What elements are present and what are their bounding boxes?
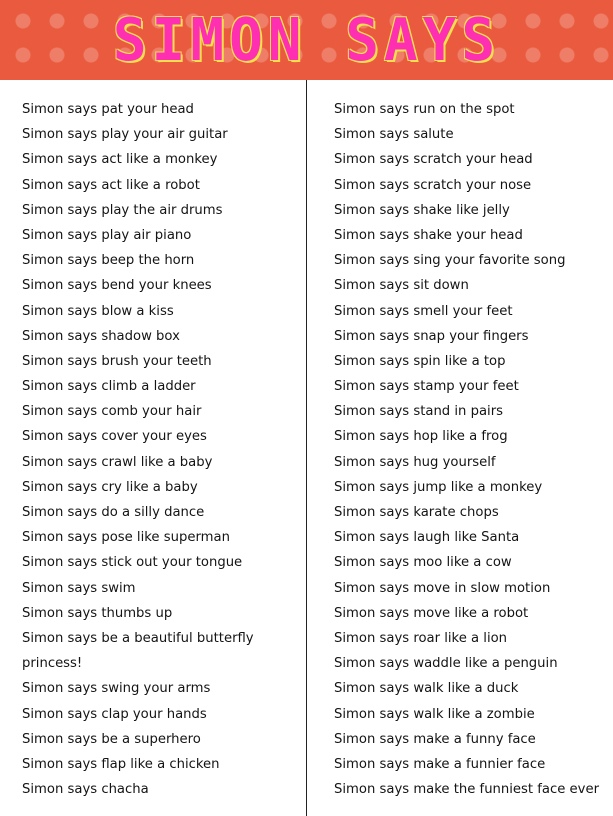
column-divider	[306, 80, 307, 816]
command-item: Simon says crawl like a baby	[22, 454, 213, 470]
command-item: Simon says flap like a chicken	[22, 756, 220, 772]
command-item: Simon says stick out your tongue	[22, 555, 243, 571]
command-item: Simon says swing your arms	[22, 681, 211, 697]
command-item: Simon says spin like a top	[334, 353, 506, 369]
command-item: Simon says sing your favorite song	[334, 253, 566, 269]
command-item: Simon says make a funnier face	[334, 756, 546, 772]
command-item: Simon says act like a robot	[22, 177, 200, 193]
command-item: Simon says karate chops	[334, 505, 499, 520]
command-item: Simon says play the air drums	[22, 202, 223, 218]
command-item: Simon says make a funny face	[334, 731, 536, 747]
command-item: Simon says pat your head	[22, 102, 194, 117]
command-item: Simon says comb your hair	[22, 404, 202, 420]
command-item: Simon says pose like superman	[22, 530, 230, 546]
command-item: Simon says act like a monkey	[22, 152, 218, 168]
command-item: Simon says shadow box	[22, 328, 180, 344]
command-item: Simon says thumbs up	[22, 605, 173, 621]
command-item: Simon says shake like jelly	[334, 202, 510, 218]
command-item: Simon says hop like a frog	[334, 429, 508, 445]
command-item: Simon says hug yourself	[334, 454, 496, 470]
command-item: Simon says play air piano	[22, 227, 192, 243]
command-item: Simon says jump like a monkey	[334, 479, 543, 495]
command-item: Simon says stand in pairs	[334, 404, 503, 420]
command-item: Simon says laugh like Santa	[334, 530, 520, 546]
command-item: Simon says shake your head	[334, 227, 523, 243]
title-banner	[0, 0, 613, 80]
command-item: Simon says roar like a lion	[334, 630, 508, 646]
command-item: Simon says walk like a zombie	[334, 706, 535, 722]
command-item: Simon says smell your feet	[334, 303, 513, 319]
command-item: Simon says be a superhero	[22, 731, 201, 747]
command-item: Simon says moo like a cow	[334, 555, 512, 571]
command-item: Simon says walk like a duck	[334, 681, 519, 697]
command-item: princess!	[22, 656, 83, 672]
command-item: Simon says clap your hands	[22, 706, 207, 722]
command-item: Simon says move like a robot	[334, 605, 529, 621]
command-item: Simon says sit down	[334, 278, 469, 294]
command-item: Simon says climb a ladder	[22, 379, 196, 395]
command-item: Simon says cry like a baby	[22, 479, 198, 495]
command-item: Simon says chacha	[22, 782, 149, 798]
left-command-list	[22, 97, 304, 802]
command-item: Simon says brush your teeth	[22, 353, 212, 369]
command-item: Simon says stamp your feet	[334, 379, 519, 395]
command-item: Simon says do a silly dance	[22, 505, 205, 520]
command-item: Simon says snap your fingers	[334, 328, 529, 344]
command-item: Simon says salute	[334, 127, 454, 143]
command-item: Simon says be a beautiful butterfly	[22, 630, 254, 646]
command-item: Simon says waddle like a penguin	[334, 656, 558, 672]
command-item: Simon says scratch your nose	[334, 177, 532, 193]
page-title: SIMON SAYS	[112, 5, 501, 75]
command-item: Simon says move in slow motion	[334, 580, 551, 596]
command-item: Simon says make the funniest face ever	[334, 782, 600, 798]
command-item: Simon says swim	[22, 580, 136, 596]
right-command-list	[334, 97, 613, 802]
command-item: Simon says beep the horn	[22, 253, 195, 269]
command-item: Simon says run on the spot	[334, 102, 515, 117]
command-item: Simon says cover your eyes	[22, 429, 207, 445]
command-item: Simon says play your air guitar	[22, 127, 228, 143]
command-item: Simon says blow a kiss	[22, 303, 174, 319]
command-item: Simon says bend your knees	[22, 278, 212, 294]
command-item: Simon says scratch your head	[334, 152, 533, 168]
